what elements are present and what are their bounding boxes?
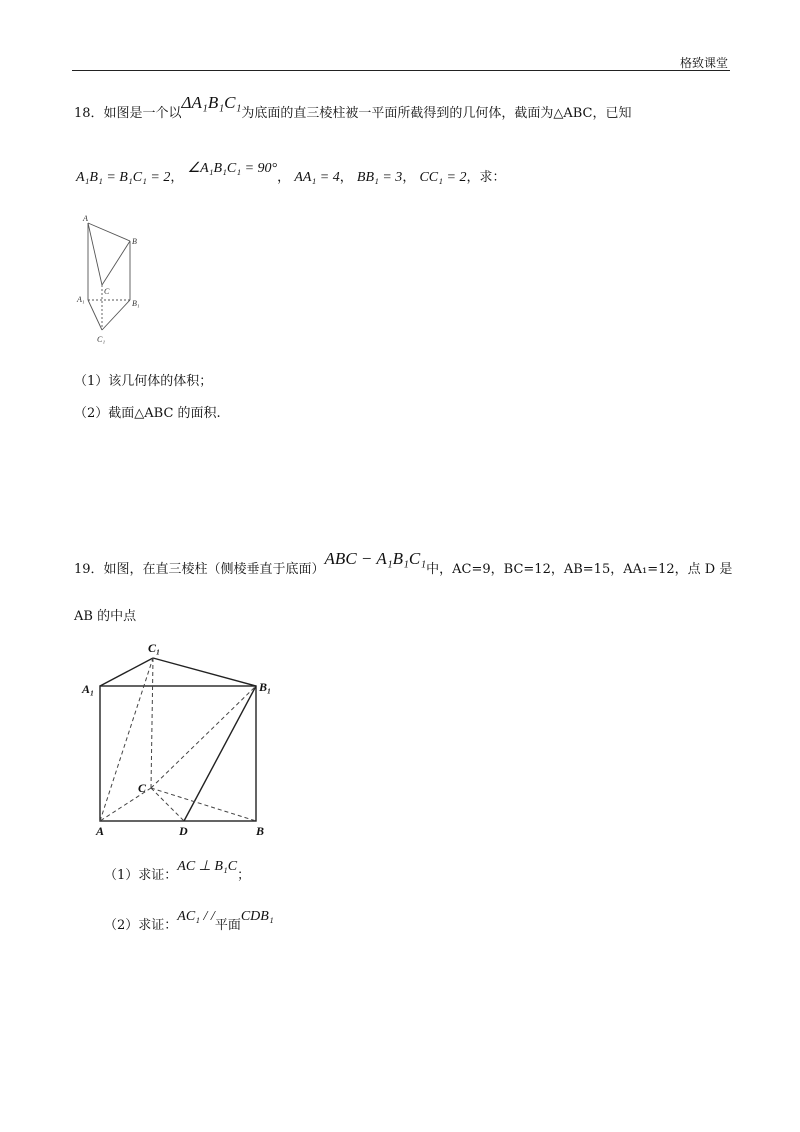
- q19-prism-formula: ABC − A₁B₁C₁: [324, 549, 427, 568]
- q19-part2-label: （2）求证：: [104, 918, 178, 933]
- q19-part1-formula: AC ⊥ B₁C: [177, 859, 238, 874]
- label-c1: C₁: [148, 641, 161, 655]
- q19-part1: [104, 859, 251, 884]
- q18-given: [76, 161, 506, 186]
- label-a: A: [96, 824, 105, 838]
- q19-conditions-cont: AB 的中点: [74, 609, 137, 624]
- q18-base-formula: ΔA₁B₁C₁: [181, 93, 242, 112]
- edge-a1c1: [88, 300, 102, 330]
- q18-given-1: A₁B₁ = B₁C₁ = 2: [76, 170, 171, 185]
- q19-part2-word: 平面: [214, 918, 241, 933]
- edge-ac: [88, 223, 102, 285]
- q18-sep: ，: [339, 170, 353, 185]
- label-c: C: [138, 781, 147, 795]
- edge-b1c1: [102, 300, 130, 330]
- label-b: B: [132, 237, 137, 246]
- q18-sep: ，: [277, 170, 291, 185]
- label-d: D: [179, 824, 188, 838]
- q18-part1: （1）该几何体的体积；: [74, 374, 213, 389]
- label-b1: B₁: [259, 680, 272, 694]
- header-brand: 格致课堂: [679, 56, 728, 70]
- q18-sep: ，: [402, 170, 416, 185]
- q18-given-3: AA₁ = 4: [294, 170, 340, 185]
- label-b: B: [256, 824, 265, 838]
- q19-part1-label: （1）求证：: [104, 868, 178, 883]
- label-a: A: [83, 214, 88, 223]
- edge-bc: [102, 241, 130, 285]
- header-rule: [72, 70, 730, 71]
- q18-sep: ，: [170, 170, 184, 185]
- edge-a1c1: [100, 658, 153, 686]
- edge-c1c: [151, 658, 153, 788]
- label-c: C: [104, 287, 110, 296]
- label-a1: A₁: [82, 682, 95, 696]
- q18-number: 18．如图是一个以: [74, 106, 182, 121]
- edge-b1d: [184, 686, 256, 821]
- label-c1: C₁: [97, 335, 106, 344]
- q19-number: 19．如图，在直三棱柱（侧棱垂直于底面）: [74, 562, 325, 577]
- q18-intro: [74, 93, 632, 122]
- q18-given-5: CC₁ = 2: [419, 170, 467, 185]
- face-aa1b1b: [100, 686, 256, 821]
- label-a1: A₁: [77, 295, 85, 304]
- edge-cb1: [151, 686, 256, 788]
- q18-given-2: ∠A₁B₁C₁ = 90°: [187, 161, 278, 176]
- edge-cb: [151, 788, 256, 821]
- q18-ask: ，求：: [466, 170, 506, 185]
- edge-c1b1: [153, 658, 256, 686]
- q18-part2: （2）截面△ABC 的面积.: [74, 406, 221, 421]
- edge-ab: [88, 223, 130, 241]
- q18-given-4: BB₁ = 3: [356, 170, 403, 185]
- label-b1: B₁: [132, 299, 140, 308]
- q19-part1-end: ；: [237, 868, 251, 883]
- q19-part2-formula-a: AC₁ / /: [177, 909, 215, 924]
- q19-figure: [80, 636, 280, 842]
- q18-intro-rest: 为底面的直三棱柱被一平面所截得到的几何体，截面为△ABC，已知: [241, 106, 632, 121]
- q19-part2: [104, 909, 274, 934]
- q19-intro: [74, 549, 733, 578]
- q19-conditions: 中，AC=9，BC=12，AB=15，AA₁=12，点 D 是: [426, 562, 733, 577]
- q19-part2-formula-b: CDB₁: [240, 909, 274, 924]
- q18-figure: [74, 208, 154, 346]
